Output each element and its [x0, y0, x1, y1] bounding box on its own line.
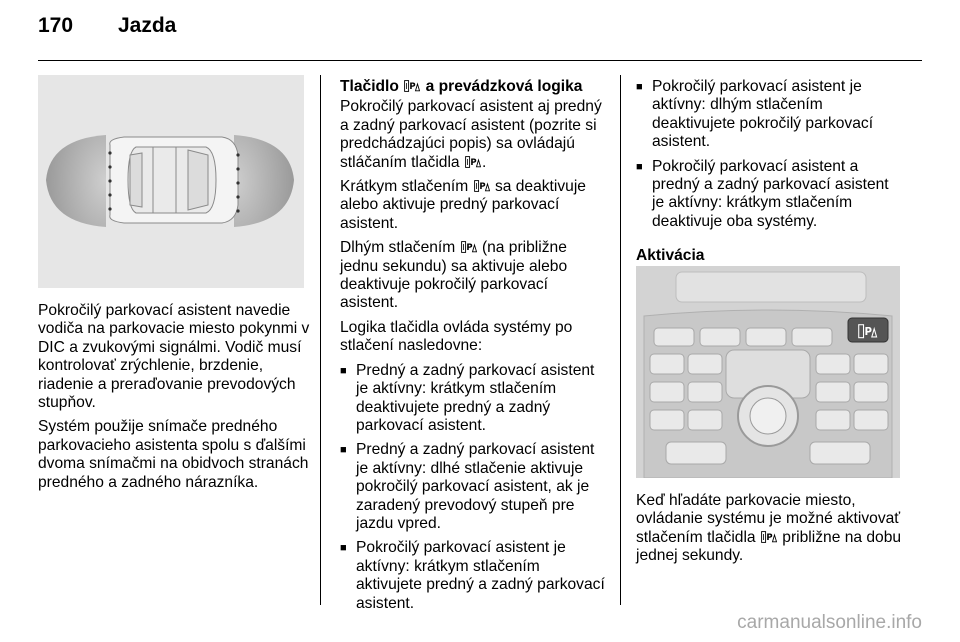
park-assist-button-icon: [461, 241, 477, 253]
sensor-paragraph: Systém použije snímače predného parkovacieho asistenta spolu s ďalšími dvoma snímačmi na obidvoch stranách predného a zadného nárazníka.: [38, 418, 309, 491]
park-assist-button-icon: [404, 80, 420, 92]
svg-text:P: P: [864, 326, 872, 338]
parking-sensor-figure: [38, 75, 304, 288]
rear-sensor-zone: [46, 135, 106, 227]
intro-paragraph: Pokročilý parkovací asistent navedie vodiča na parkovacie miesto pokynmi v DIC a zvukovými signálmi. Vodič musí kontrolovať zrýchlenie, brzdenie, riadenie a preraďovanie prevodových stupňov.: [38, 302, 310, 412]
control-paragraph: Pokročilý parkovací asistent aj predný a zadný parkovací asistent (pozrite si predchádzajúci popis) sa ovládajú stláčaním tlačidla .: [340, 98, 602, 171]
long-press-paragraph: Dlhým stlačením (na približne jednu sekundu) sa aktivuje alebo deaktivuje pokročilý parkovací asistent.: [340, 239, 568, 312]
park-assist-button-icon: [465, 156, 481, 168]
car-body: [110, 137, 238, 223]
short-press-paragraph: Krátkym stlačením sa deaktivuje alebo aktivuje predný parkovací asistent.: [340, 178, 586, 232]
column-divider-right: [620, 75, 621, 605]
list-item: ■ Predný a zadný parkovací asistent je aktívny: dlhé stlačenie aktivuje pokročilý parkovací asistent, ak je zaradený prevodový stupeň pre jazdu vpred.: [340, 441, 606, 533]
center-console-illustration: [636, 266, 900, 478]
activation-text: [636, 492, 904, 572]
list-item: ■ Pokročilý parkovací asistent je aktívny: krátkym stlačením aktivujete predný a zadný parkovací asistent.: [340, 539, 606, 613]
watermark: carmanualsonline.info: [737, 612, 922, 633]
park-assist-button-icon: [761, 531, 777, 543]
column-1: [38, 302, 310, 498]
column-3: [636, 78, 904, 268]
front-sensor-zone: [234, 135, 294, 227]
list-item: ■ Predný a zadný parkovací asistent je aktívny: krátkym stlačením deaktivujete predný a zadný parkovací asistent.: [340, 362, 606, 436]
logic-intro-paragraph: Logika tlačidla ovláda systémy po stlačení nasledovne:: [340, 318, 573, 355]
list-item: ■ Pokročilý parkovací asistent je aktívny: dlhým stlačením deaktivujete pokročilý parkovací asistent.: [636, 78, 904, 152]
list-item: ■ Pokročilý parkovací asistent a predný a zadný parkovací asistent je aktívny: krátkym stlačením deaktivuje oba systémy.: [636, 158, 904, 232]
column-divider-left: [320, 75, 321, 605]
logic-list-continued: [636, 78, 904, 231]
column-2: [340, 78, 606, 619]
car-sensor-illustration: [38, 75, 304, 288]
center-console-figure: [636, 266, 900, 478]
button-logic-heading: Tlačidlo a prevádzková logika: [340, 78, 583, 95]
logic-list: [340, 362, 606, 613]
page-number: 170: [38, 14, 74, 37]
header-rule: [38, 60, 922, 61]
page-header: [38, 14, 176, 38]
section-title: Jazda: [118, 14, 177, 37]
park-assist-button-icon: [474, 180, 490, 192]
activation-heading: Aktivácia: [636, 247, 705, 265]
activation-paragraph: Keď hľadáte parkovacie miesto, ovládanie systému je možné aktivovať stlačením tlačidla približne na dobu jednej sekundy.: [636, 492, 902, 565]
